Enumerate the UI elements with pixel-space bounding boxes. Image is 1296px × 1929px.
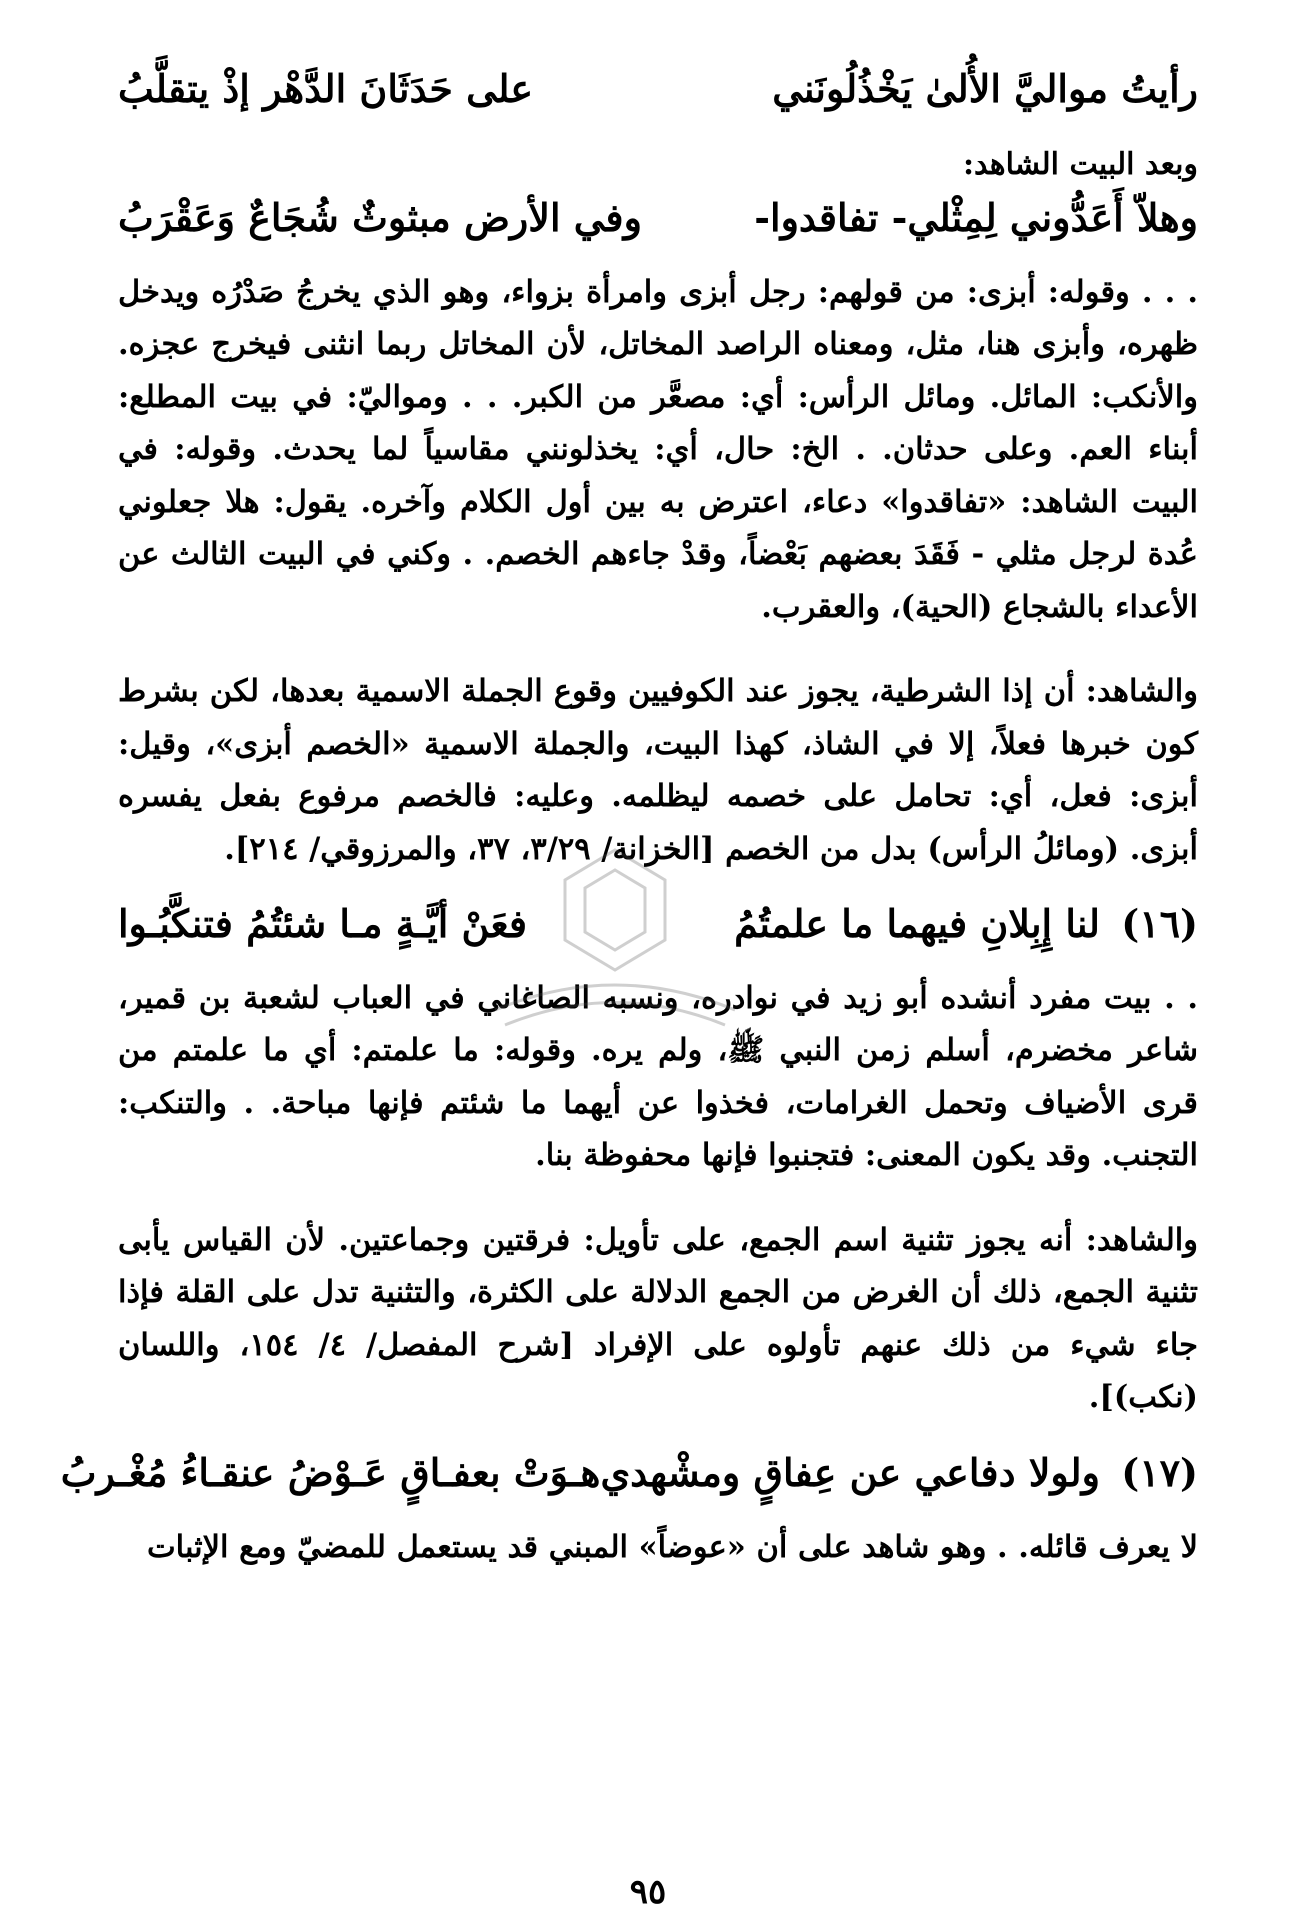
verse-top [118, 60, 1198, 117]
commentary-paragraph-1: . . . وقوله: أبزى: من قولهم: رجل أبزى وامرأة بزواء، وهو الذي يخرجُ صَدْرُه ويدخل ظهره، وأبزى هنا، مثل، ومعناه الراصد المخاتل، لأن المخاتل ربما انثنى فيخرج عجزه. والأنكب: المائل. ومائل الرأس: أي: مصعَّر من الكبر. . . ومواليّ: في بيت المطلع: أبناء العم. وعلى حدثان. . الخ: حال، أي: يخذلونني مقاسياً لما يحدث. وقوله: في البيت الشاهد: «تفاقدوا» دعاء، اعترض به بين أول الكلام وآخره. يقول: هلا جعلوني عُدة لرجل مثلي - فَقَدَ بعضهم بَعْضاً، وقدْ جاءهم الخصم. . وكني في البيت الثالث عن الأعداء بالشجاع (الحية)، والعقرب. [118, 274, 1198, 625]
verse-17-number: (١٧) [1121, 1449, 1198, 1495]
after-verse-label: وبعد البيت الشاهد: [962, 147, 1198, 182]
verse-17 [60, 1444, 1198, 1501]
verse-second [118, 189, 1198, 246]
page-number: ٩٥ [629, 1872, 667, 1912]
verse-second-first-hemistich: وهلاّ أَعَدُّوني لِمِثْلي- تفاقدوا- [754, 195, 1198, 240]
commentary-paragraph-2: والشاهد: أن إذا الشرطية، يجوز عند الكوفيين وقوع الجملة الاسمية بعدها، لكن بشرط كون خبرها فعلاً، إلا في الشاذ، كهذا البيت، والجملة الاسمية «الخصم أبزى»، وقيل: أبزى: فعل، أي: تحامل على خصمه ليظلمه. وعليه: فالخصم مرفوع بفعل يفسره أبزى. (ومائلُ الرأس) بدل من الخصم [الخزانة/ ٣/٢٩، ٣٧، والمرزوقي/ ٢١٤]. [118, 673, 1199, 867]
commentary-paragraph-4: والشاهد: أنه يجوز تثنية اسم الجمع، على تأويل: فرقتين وجماعتين. لأن القياس يأبى تثنية الجمع، ذلك أن الغرض من الجمع الدلالة على الكثرة، والتثنية تدل على القلة فإذا جاء شيء من ذلك عنهم تأولوه على الإفراد [شرح المفصل/ ٤/ ١٥٤، واللسان (نكب)]. [118, 1221, 1198, 1416]
verse-16-number: (١٦) [1121, 900, 1198, 946]
verse-second-second-hemistich: وفي الأرض مبثوثٌ شُجَاعٌ وَعَقْرَبُ [118, 195, 642, 240]
verse-top-first-hemistich: رأيتُ مواليَّ الأُلىٰ يَخْذُلُونَني [772, 66, 1198, 111]
page-body [60, 60, 1199, 1573]
commentary-paragraph-3: . . بيت مفرد أنشده أبو زيد في نوادره، ونسبه الصاغاني في العباب لشعبة بن قمير، شاعر مخضرم، أسلم زمن النبي ﷺ، ولم يره. وقوله: ما علمتم: أي ما علمتم من قرى الأضياف وتحمل الغرامات، فخذوا عن أيهما ما شئتم فإنها مباحة. . والتنكب: التجنب. وقد يكون المعنى: فتجنبوا فإنها محفوظة بنا. [118, 979, 1198, 1174]
verse-17-second-hemistich: هـوَتْ بعفـاقٍ عَـوْضُ عنقـاءُ مُغْـربُ [60, 1449, 601, 1495]
verse-16-second-hemistich: فعَنْ أيَّـةٍ مـا شئتُمُ فتنكَّبُـوا [118, 900, 527, 946]
verse-top-second-hemistich: على حَدَثَانَ الدَّهْر إذْ يتقلَّبُ [118, 66, 534, 111]
commentary-paragraph-5: لا يعرف قائله. . وهو شاهد على أن «عوضاً» المبني قد يستعمل للمضيّ ومع الإثبات [146, 1528, 1198, 1565]
verse-16 [118, 895, 1198, 952]
verse-17-first-hemistich: ولولا دفاعي عن عِفاقٍ ومشْهدي [600, 1449, 1100, 1495]
verse-16-first-hemistich: لنا إِبِلانِ فيهما ما علمتُمُ [734, 900, 1100, 946]
